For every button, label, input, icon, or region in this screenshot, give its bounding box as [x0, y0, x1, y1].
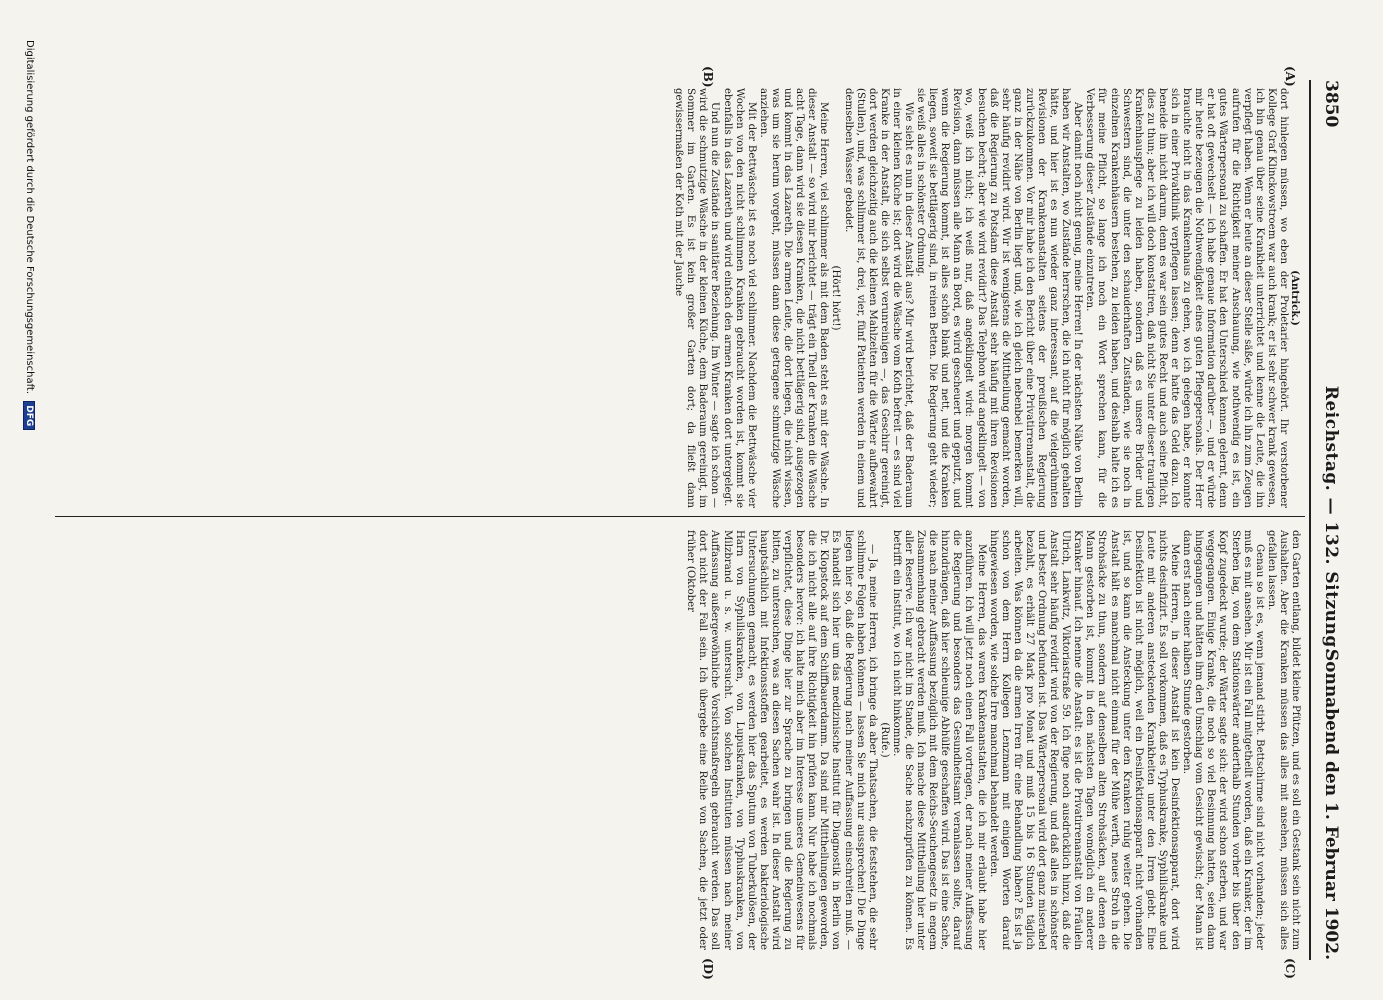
paragraph: Meine Herren, in dieser Anstalt ist kein Desinfektionsapparat, dort wird nichts desinfizirt. Es soll vorkommen, daß es Typhuskranke, Syphiliskranke und Leute mit anderen ansteckenden Krankheiten unter den Irren giebt. Eine Desinfektion ist nicht möglich, weil ein Desinfektionsapparat nicht vorhanden ist, und so kann die Ansteckung unter den Kranken ruhig weiter gehen. Die Anstalt hält es manchmal nicht einmal für der Mühe werth, neues Stroh in die Strohsäcke zu thun, sondern auf denselben alten Strohsäcken, auf denen ein Mann gestorben ist, kommt in den nächsten Tagen womöglich ein anderer Kranker hinauf. Ich nenne die Anstalt: es ist die Privatirrenanstalt von Fräulein Ulrich, Lankwitz, Viktoriastraße 59. Ich füge noch ausdrücklich hinzu, daß die Anstalt sehr häufig revidirt wird von der Regierung, und daß alles in schönster und bester Ordnung befunden ist. Das Wärterpersonal wird dort ganz miserabel bezahlt, es erhält 27 Mark pro Monat und muß 15 bis 16 Stunden täglich arbeiten. Was können da die armen Irren für eine Behandlung haben? Es ist ja schon von dem Herrn Kollegen Lenzmann mit einigen Worten darauf hingewiesen worden, wie solche Irre manchmal behandelt werden.: [987, 530, 1181, 950]
interjection: (Rufe.): [878, 722, 890, 758]
credit-text: Digitalisierung gefördert durch die Deutsche Forschungsgemeinschaft.: [24, 40, 35, 395]
speaker-name: (Antrick.): [1289, 270, 1301, 326]
margin-mark-a: (A): [1283, 66, 1297, 87]
paragraph: — Ja, meine Herren, ich bringe da aber Thatsachen, die feststehen, die sehr schlimme Folgen haben können — lassen Sie mich nur aussprechen! Die Dinge liegen hier so, daß die Regierung nach meiner Auffassung einschreiten muß. — Es handelt sich hier um das medizinische Institut für Diagnostik in Berlin von Dr. Klopstock auf dem Schiffbauerdamm. Da sind mir Mittheilungen geworden, die ich nicht alle auf ihre Richtigkeit hin prüfen kann. Nur habe ich nochmals besonders hervor: ich halte mich aber im Interesse unseres Gemeinwesens für verpflichtet, diese Dinge hier zur Sprache zu bringen und die Regierung zu bitten, zu untersuchen, was an diesen Sachen wahr ist. In dieser Anstalt wird hauptsächlich mit Infektionsstoffen gearbeitet, es werden bakteriologische Untersuchungen gemacht, es werden hier das Sputum von Tuberkulösen, der Harn von Syphiliskranken, von Lupuskranken, von Typhuskranken, von Milzbrand u. s. w. untersucht. Von solchen Instituten müssen nach meiner Auffassung außergewöhnliche Vorsichtsmaßregeln gebraucht werden. Das soll dort nicht der Fall sein. Ich übergebe eine Reihe von Sachen, die jetzt oder früher (Oktober: [685, 530, 878, 950]
dfg-logo: DFG: [23, 401, 35, 430]
column-divider: [55, 516, 1305, 517]
paragraph: Genau so ist es, wenn jemand stirbt. Bettschirme sind nicht vorhanden; jeder muß es mit ansehen. Mir ist ein Fall mitgetheilt worden, daß ein Kranker, der im Sterben lag, von dem Stationswärter anderthalb Stunden vorher bis über den Kopf zugedeckt wurde; der Wärter sagte sich: der wird schon sterben, und war weggegangen. Einige Kranke, die noch so viel Besinnung hatten, seien dann hingegangen und hätten ihm den Umschlag vom Gesicht gewischt; der Mann ist dann erst nach einer halben Stunde gestorben.: [1181, 530, 1265, 950]
paragraph: Wie sieht es nun in dieser Anstalt aus? Mir wird berichtet, daß der Baderaum in einer kleinen Küche ist; dort wird die Wäsche vom Koth befreit — es sind viel Kranke in der Anstalt, die sich selbst verunreinigen —, das Geschirr gereinigt, dort werden gleichzeitig auch die kleinen Mahlzeiten für die Wärter aufbewahrt (Stullen), und, was schlimmer ist, drei, vier, fünf Patienten werden in einem und demselben Wasser gebadet.: [842, 88, 914, 508]
margin-mark-d: (D): [701, 958, 715, 980]
paragraph: Meine Herren, das waren Krankenanstalten, die ich mir erlaubt habe hier anzuführen. Ich will jetzt noch einen Fall vortragen, der nach meiner Auffassung die Regierung und besonders das Gesundheitsamt veranlassen sollte, darauf hinzudrängen, daß hier schleunige Abhülfe geschaffen wird. Das ist eine Sache, die nach meiner Auffassung bezüglich mit dem Reichs-Seuchengesetz in engem Zusammenhang gebracht werden muß. Ich mache diese Mittheilung hier unter aller Reserve. Ich war nicht im Stande, die Sache nachzuprüfen zu können. Es betrifft ein Institut, wo ich nicht hinkomme.: [890, 530, 987, 950]
page-number: 3850: [1321, 80, 1341, 128]
paragraph: dort hinlegen müssen, wo eben der Proletarier hingehört. Ihr verstorbener Kollege Graf Klinckowstroem war auch krank; er ist sehr schwer krank gewesen, ich bin genau über seine Krankheit unterrichtet und kenne die Leute, die ihn verpflegt haben. Wenn er heute an dieser Stelle säße, würde ich ihn zum Zeugen aufrufen für die Richtigkeit meiner Anschauung, wie nothwendig es ist, ein gutes Wärterpersonal zu schaffen. Er hat den Unterschied kennen gelernt, denn er hat oft gewechselt — ich habe genaue Information darüber —, und er würde mir heute bezeugen die Nothwendigkeit eines guten Pflegepersonals. Der Herr brauchte nicht in das Krankenhaus zu gehen, wo ich gelegen habe, er konnte sich in einer Privatklinik verpflegen lassen; denn er hatte das Geld dazu. Ich beneide ihn nicht darum, denn es war sein gutes Recht und auch seine Pflicht, dies zu thun; aber ich will doch konstatiren, daß nicht Sie unter dieser traurigen Krankenhauspflege zu leiden haben, sondern daß es unsere Brüder und Schwestern sind, die unter den schauderhaften Zuständen, wie sie noch in einzelnen Krankenhäusern bestehen, zu leiden haben, und deshalb halte ich es für meine Pflicht, so lange ich noch ein Wort sprechen kann, für die Verbesserung dieser Zustände einzutreten.: [1084, 88, 1289, 508]
interjection: (Hört! hört!): [830, 265, 842, 331]
margin-mark-b: (B): [701, 66, 715, 88]
margin-mark-c: (C): [1283, 958, 1297, 979]
left-column: [51, 88, 1301, 508]
paragraph: Meine Herren, viel schlimmer als mit dem Baden steht es mit der Wäsche. In dieser Anstalt — so wird mir berichtet — trägt ein Theil der Kranken die Wäsche acht Tage, dann wird sie diesen Kranken, die nicht bettlägerig sind, ausgezogen und kommt in das Lazareth. Die armen Leute, die dort liegen, die nicht wissen, was um sie herum vorgeht, müssen dann diese getragene schmutzige Wäsche anziehen.: [757, 88, 830, 508]
header-rule: [1309, 80, 1311, 960]
header-title: Reichstag. — 132. Sitzung.: [1321, 385, 1341, 655]
paragraph: Und nun die Zustände in sanitärer Beziehung. Im Winter — sagte ich schon — wird die schmutzige Wäsche in der kleinen Küche, dem Baderaum gereinigt, im Sommer im Garten. Es ist kein großer Garten dort; da fließt dann gewissermaßen der Koth mit der Jauche: [673, 88, 721, 508]
header-date: Sonnabend den 1. Februar 1902.: [1321, 648, 1341, 960]
paragraph: Mit der Bettwäsche ist es noch viel schlimmer. Nachdem die Bettwäsche vier Wochen von den nicht schlimmen Kranken gebraucht worden ist, kommt sie ebenfalls in das Lazareth und wird einfach den armen Kranken dort untergelegt.: [721, 88, 757, 508]
digitization-credit: [23, 40, 35, 960]
paragraph: den Garten entlang, bildet kleine Pfützen, und es soll ein Gestank sein nicht zum Aushalten. Aber die Kranken müssen das alles mit ansehen, müssen sich alles gefallen lassen.: [1265, 530, 1301, 950]
paragraph: Aber damit noch nicht genug, meine Herren! In der nächsten Nähe von Berlin haben wir Anstalten, wo Zustände herrschen, die ich nicht für möglich gehalten hätte, und hier ist es nun wieder ganz interessant, auf die vielgerühmten Revisionen der Krankenanstalten seitens der preußischen Regierung zurückzukommen. Vor mir habe ich den Bericht über eine Privatirrenanstalt, die ganz in der Nähe von Berlin liegt und, wie ich gleich nebenbei bemerken will, sehr häufig revidirt wird. Wir ist wenigstens die Mittheilung gemacht worden, daß die Regierung zu Potsdam diese Anstalt sehr häufig mit ihren Revisionen besuchen bechrt; aber wie wird revidirt? Das Telephon wird angeklingelt — von wo, weiß ich nicht; ich weiß nur, daß angeklingelt wird: morgen kommt Revision, dann müssen alle Mann an Bord, es wird gescheuert und geputzt, und wenn die Regierung kommt, ist alles schön blank und nett, und die Kranken liegen, soweit sie bettlägerig sind, in reinen Betten. Die Regierung geht wieder; sie weiß alles in schönster Ordnung.: [915, 88, 1084, 508]
right-column: [51, 530, 1301, 950]
page-header: [1315, 80, 1341, 960]
